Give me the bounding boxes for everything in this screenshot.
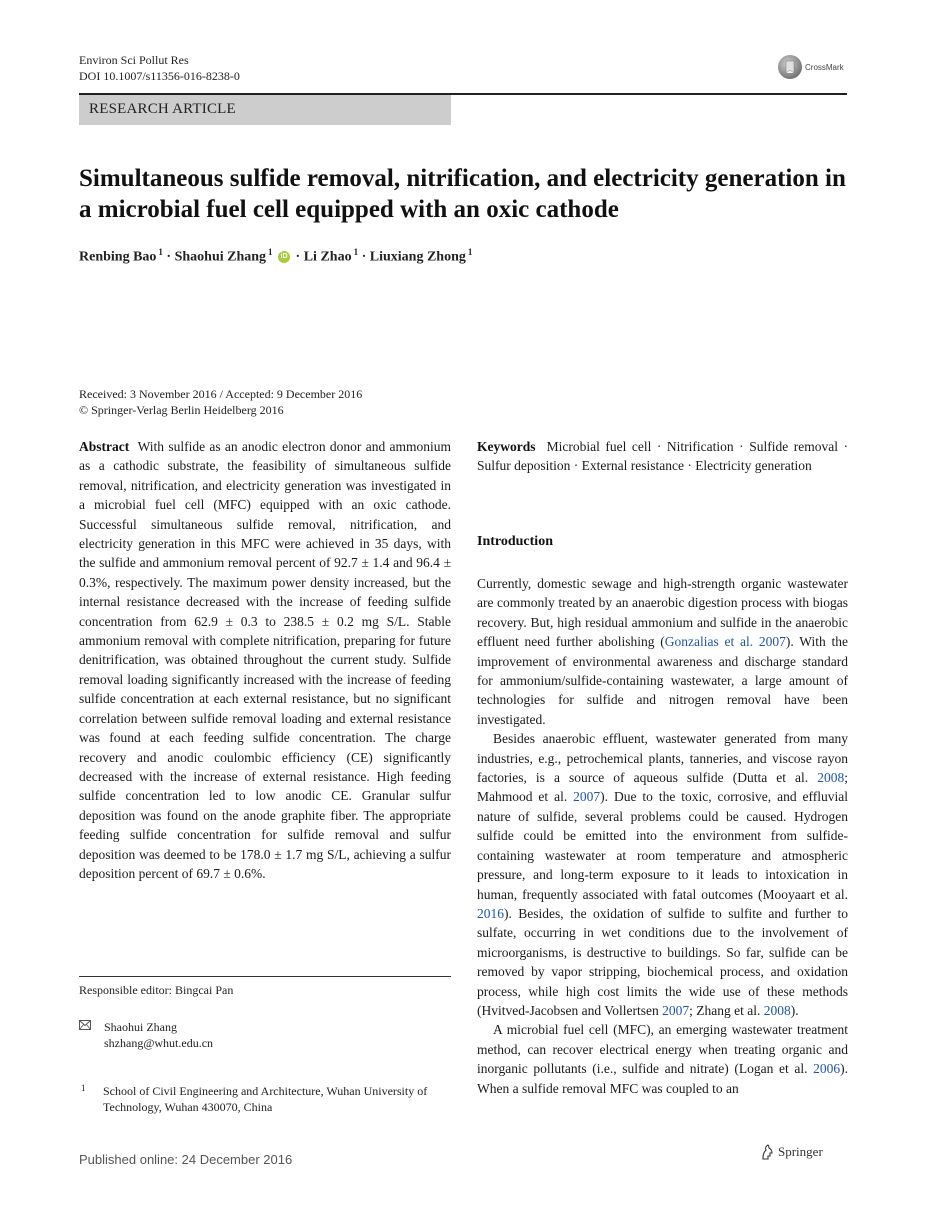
article-dates (79, 386, 362, 418)
author-affiliation-mark: 1 (268, 247, 273, 257)
received-accepted-dates: Received: 3 November 2016 / Accepted: 9 December 2016 (79, 387, 363, 401)
text-run: ). Besides, the oxidation of sulfide to sulfite and further to sulfate, occurring in wet conditions due to the involvement of microorganisms, is destructive to buildings. So far, sulfide can be removed by vapor stripping, biochemical process, and oxidation process, while high cost limits the wide use of these methods (Hvitved-Jacobsen and Vollertsen (477, 905, 848, 1018)
text-run: Currently, domestic sewage and high-strength organic wastewater are commonly treated by an anaerobic digestion process with biogas recovery. But, high residual ammonium and sulfide in the anaerobic effluent need further abolishing ( (477, 576, 848, 650)
responsible-editor: Responsible editor: Bingcai Pan (79, 983, 234, 997)
published-online-date: Published online: 24 December 2016 (79, 1152, 293, 1167)
paragraph (477, 1020, 848, 1098)
corresponding-author-email[interactable]: shzhang@whut.edu.cn (104, 1036, 214, 1050)
author-name[interactable]: Li Zhao (303, 249, 352, 265)
crossmark-label: CrossMark (805, 62, 844, 72)
abstract-text: With sulfide as an anodic electron donor and ammonium as a cathodic substrate, the feasibility of simultaneous sulfide removal, nitrification, and electricity generation was investigated in a microbial fuel cell (MFC) equipped with an oxic cathode. Successful simultaneous sulfide removal, nitrification, and electricity generation in this MFC were achieved in 35 days, with the sulfide and ammonium removal percent of 92.7 ± 1.4 and 96.4 ± 0.3%, respectively. The maximum power density increased, but the internal resistance decreased with the increase of feeding sulfide concentration from 62.9 ± 0.3 to 238.5 ± 0.2 mg S/L. Stable ammonium removal with complete nitrification, preparing for future denitrification, was obtained throughout the current study. Sulfide removal loading significantly increased with the increase of feeding sulfide concentration at each external resistance, but no significant correlation between sulfide removal loading and external resistance was found at each feeding sulfide concentration. The charge recovery and anodic coulombic efficiency (CE) significantly decreased with the increase of external resistance. High feeding sulfide concentration led to low anodic CE. Granular sulfur deposition was found on the anode graphite fiber. The appropriate feeding sulfide concentration for sulfide removal and sulfur deposition was deemed to be 178.0 ± 1.7 mg S/L, achieving a sulfur deposition percent of 69.7 ± 0.6%. (79, 439, 451, 881)
copyright-line: © Springer-Verlag Berlin Heidelberg 2016 (79, 403, 284, 417)
citation-link[interactable]: 2016 (477, 905, 504, 921)
author-name[interactable]: Liuxiang Zhong (369, 249, 466, 265)
footnote-rule (79, 976, 451, 977)
affiliation-number: 1 (81, 1083, 86, 1093)
author-affiliation-mark: 1 (467, 247, 473, 257)
crossmark-badge[interactable] (778, 55, 844, 79)
author-affiliation-mark: 1 (353, 247, 359, 257)
text-run: ). (790, 1002, 799, 1018)
text-run: ; Mahmood et al. (477, 770, 848, 805)
citation-link[interactable]: 2006 (813, 1061, 841, 1077)
corresponding-author-name: Shaohui Zhang (104, 1020, 177, 1034)
keywords-text: Microbial fuel cell · Nitrification · Sulfide removal · Sulfur deposition · External resistance · Electricity generation (477, 439, 849, 474)
journal-name: Environ Sci Pollut Res (79, 53, 189, 67)
text-run: Besides anaerobic effluent, wastewater generated from many industries, e.g., petrochemical plants, tanneries, and viscose rayon factories, is a source of aqueous sulfide (Dutta et al. (477, 731, 848, 786)
text-run: ). With the improvement of environmental awareness and discharge standard for ammonium/sulfide-containing wastewater, a large amount of technologies for sulfide and nitrogen removal have been investigated. (477, 634, 848, 727)
orcid-icon[interactable]: iD (278, 251, 290, 263)
citation-link[interactable]: Gonzalias et al. 2007 (664, 634, 786, 650)
keywords-heading: Keywords (477, 439, 536, 454)
author-separator: · (166, 249, 172, 265)
article-title: Simultaneous sulfide removal, nitrification, and electricity generation in a microbial fuel cell equipped with an oxic cathode (79, 165, 846, 223)
introduction-heading: Introduction (477, 534, 553, 549)
springer-label: Springer (778, 1144, 823, 1159)
paragraph (477, 574, 848, 729)
citation-link[interactable]: 2007 (573, 789, 601, 805)
author-separator: · (295, 249, 301, 265)
abstract (79, 437, 451, 883)
envelope-icon (79, 1019, 91, 1034)
citation-link[interactable]: 2007 (662, 1002, 690, 1018)
doi[interactable]: DOI 10.1007/s11356-016-8238-0 (79, 69, 240, 83)
keywords (477, 437, 848, 476)
author-name[interactable]: Shaohui Zhang (174, 249, 267, 265)
text-run: ). When a sulfide removal MFC was coupled to an (477, 1061, 848, 1096)
citation-link[interactable]: 2008 (817, 770, 845, 786)
text-run: ). Due to the toxic, corrosive, and effluvial nature of sulfide, several problems could be caused. Hydrogen sulfide could be emitted into the environment from sulfide-containing wastewater at room temperature and atmospheric pressure, and long-term exposure to it leads to intoxication in human, frequently associated with fatal outcomes (Mooyaart et al. (477, 789, 848, 902)
crossmark-icon (778, 55, 802, 79)
author-separator: · (361, 249, 367, 265)
paragraph (477, 729, 848, 1020)
text-run: A microbial fuel cell (MFC), an emerging wastewater treatment method, can recover electrical energy when treating organic and inorganic pollutants (i.e., sulfide and nitrate) (Logan et al. (477, 1022, 848, 1077)
affiliation-text: School of Civil Engineering and Architecture, Wuhan University of Technology, Wuhan 430070, China (103, 1084, 428, 1114)
author-name[interactable]: Renbing Bao (79, 249, 157, 265)
springer-logo (760, 1144, 823, 1160)
introduction-body (477, 574, 848, 1098)
citation-link[interactable]: 2008 (763, 1002, 791, 1018)
abstract-heading: Abstract (79, 439, 130, 454)
author-list (79, 247, 472, 266)
article-type-label: RESEARCH ARTICLE (79, 95, 451, 125)
text-run: ; Zhang et al. (689, 1002, 764, 1018)
author-affiliation-mark: 1 (158, 247, 163, 257)
springer-horse-icon (760, 1144, 774, 1160)
